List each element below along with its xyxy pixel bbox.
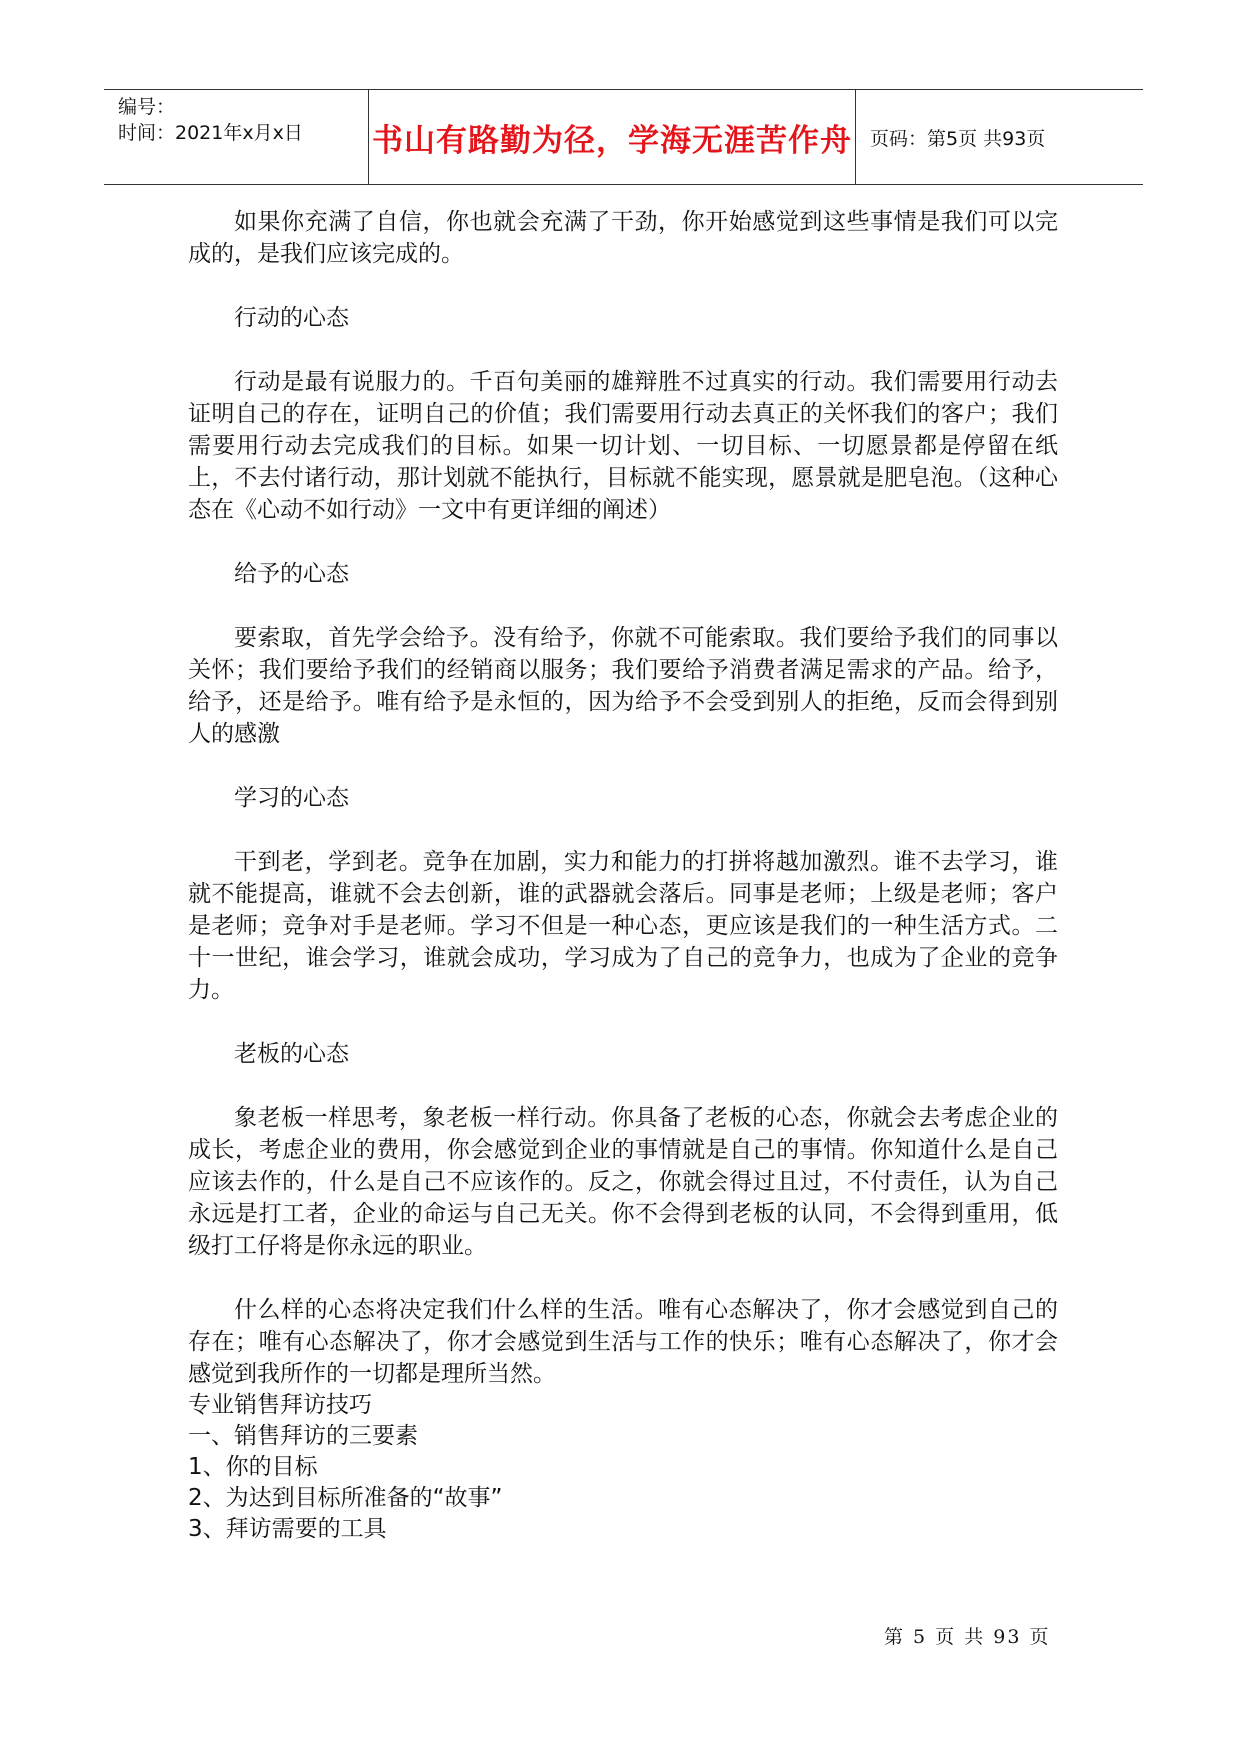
list-item: 3、拜访需要的工具: [188, 1516, 387, 1542]
page-footer: 第 5 页 共 93 页: [884, 1626, 1051, 1648]
section-title: 专业销售拜访技巧: [188, 1392, 372, 1418]
paragraph-giving: 要索取，首先学会给予。没有给予，你就不可能索取。我们要给予我们的同事以关怀；我们要给予我们的经销商以服务；我们要给予消费者满足需求的产品。给予，给予，还是给予。唯有给予是永恒的，因为给予不会受到别人的拒绝，反而会得到别人的感激: [188, 625, 1058, 747]
heading-action-mindset: 行动的心态: [234, 305, 349, 331]
header-meta-cell: [104, 90, 369, 184]
header-motto: 书山有路勤为径，学海无涯苦作舟: [369, 90, 856, 184]
document-time-label: 时间：2021年x月x日: [118, 122, 303, 144]
paragraph-boss: 象老板一样思考，象老板一样行动。你具备了老板的心态，你就会去考虑企业的成长，考虑企业的费用，你会感觉到企业的事情就是自己的事情。你知道什么是自己应该去作的，什么是自己不应该作的。反之，你就会得过且过，不付责任，认为自己永远是打工者，企业的命运与自己无关。你不会得到老板的认同，不会得到重用，低级打工仔将是你永远的职业。: [188, 1105, 1058, 1259]
paragraph-confidence: 如果你充满了自信，你也就会充满了干劲，你开始感觉到这些事情是我们可以完成的，是我们应该完成的。: [188, 209, 1058, 267]
page-header: [104, 89, 1143, 185]
heading-learning-mindset: 学习的心态: [234, 785, 349, 811]
document-number-label: 编号：: [118, 96, 176, 118]
paragraph-learning: 干到老，学到老。竞争在加剧，实力和能力的打拼将越加激烈。谁不去学习，谁就不能提高，谁就不会去创新，谁的武器就会落后。同事是老师；上级是老师；客户是老师；竞争对手是老师。学习不但是一种心态，更应该是我们的一种生活方式。二十一世纪，谁会学习，谁就会成功，学习成为了自己的竞争力，也成为了企业的竞争力。: [188, 849, 1058, 1003]
list-item: 2、为达到目标所准备的“故事”: [188, 1485, 503, 1511]
paragraph-summary: 什么样的心态将决定我们什么样的生活。唯有心态解决了，你才会感觉到自己的存在；唯有心态解决了，你才会感觉到生活与工作的快乐；唯有心态解决了，你才会感觉到我所作的一切都是理所当然。: [188, 1297, 1058, 1387]
heading-boss-mindset: 老板的心态: [234, 1041, 349, 1067]
paragraph-action: 行动是最有说服力的。千百句美丽的雄辩胜不过真实的行动。我们需要用行动去证明自己的存在，证明自己的价值；我们需要用行动去真正的关怀我们的客户；我们需要用行动去完成我们的目标。如果一切计划、一切目标、一切愿景都是停留在纸上，不去付诸行动，那计划就不能执行，目标就不能实现，愿景就是肥皂泡。（这种心态在《心动不如行动》一文中有更详细的阐述）: [188, 369, 1058, 523]
document-body: [188, 206, 1058, 1545]
header-page-label: 页码：第5页 共93页: [870, 127, 1046, 150]
list-item: 1、你的目标: [188, 1454, 318, 1480]
heading-giving-mindset: 给予的心态: [234, 561, 349, 587]
section-subtitle: 一、销售拜访的三要素: [188, 1423, 418, 1449]
